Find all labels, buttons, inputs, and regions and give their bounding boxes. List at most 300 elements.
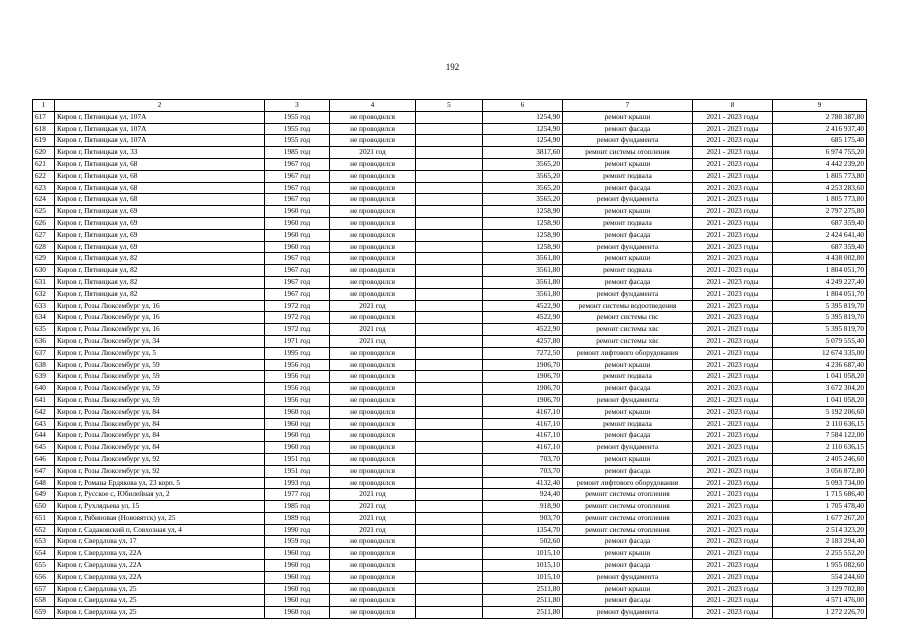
row-number-cell: 629 [33, 253, 55, 265]
period-cell: 2021 - 2023 годы [693, 595, 773, 607]
row-number-cell: 628 [33, 241, 55, 253]
work-type-cell: ремонт подвала [563, 170, 693, 182]
year-cell: 1956 год [265, 359, 330, 371]
work-type-cell: ремонт системы хвс [563, 324, 693, 336]
address-cell: Киров г, Розы Люксембург ул, 16 [55, 312, 265, 324]
area-cell: 7272,50 [483, 347, 563, 359]
period-cell: 2021 - 2023 годы [693, 347, 773, 359]
period-cell: 2021 - 2023 годы [693, 607, 773, 619]
cost-cell: 1 705 478,40 [773, 501, 867, 513]
cost-cell: 7 584 122,00 [773, 430, 867, 442]
empty-cell [416, 583, 483, 595]
address-cell: Киров г, Розы Люксембург ул, 84 [55, 406, 265, 418]
row-number-cell: 636 [33, 335, 55, 347]
column-header: 1 [33, 100, 55, 112]
area-cell: 4522,90 [483, 300, 563, 312]
last-repair-cell: не проводился [330, 536, 416, 548]
work-type-cell: ремонт системы водоотведения [563, 300, 693, 312]
period-cell: 2021 - 2023 годы [693, 158, 773, 170]
period-cell: 2021 - 2023 годы [693, 571, 773, 583]
table-row [33, 501, 867, 513]
table-row [33, 371, 867, 383]
work-type-cell: ремонт системы отопления [563, 147, 693, 159]
year-cell: 1972 год [265, 324, 330, 336]
period-cell: 2021 - 2023 годы [693, 253, 773, 265]
last-repair-cell: не проводился [330, 571, 416, 583]
period-cell: 2021 - 2023 годы [693, 560, 773, 572]
area-cell: 3561,80 [483, 265, 563, 277]
work-type-cell: ремонт крыши [563, 453, 693, 465]
area-cell: 4167,10 [483, 406, 563, 418]
cost-cell: 4 236 687,40 [773, 359, 867, 371]
empty-cell [416, 595, 483, 607]
row-number-cell: 649 [33, 489, 55, 501]
cost-cell: 5 395 819,70 [773, 312, 867, 324]
address-cell: Киров г, Пятницкая ул, 68 [55, 194, 265, 206]
cost-cell: 685 175,40 [773, 135, 867, 147]
cost-cell: 554 244,60 [773, 571, 867, 583]
work-type-cell: ремонт фундамента [563, 394, 693, 406]
address-cell: Киров г, Свердлова ул, 25 [55, 583, 265, 595]
period-cell: 2021 - 2023 годы [693, 182, 773, 194]
cost-cell: 1 041 058,20 [773, 394, 867, 406]
table-row [33, 217, 867, 229]
table-row [33, 406, 867, 418]
table-row [33, 324, 867, 336]
year-cell: 1971 год [265, 335, 330, 347]
period-cell: 2021 - 2023 годы [693, 442, 773, 454]
cost-cell: 2 183 294,40 [773, 536, 867, 548]
area-cell: 1258,90 [483, 217, 563, 229]
area-cell: 1258,90 [483, 229, 563, 241]
period-cell: 2021 - 2023 годы [693, 489, 773, 501]
empty-cell [416, 477, 483, 489]
table-row [33, 253, 867, 265]
empty-cell [416, 206, 483, 218]
cost-cell: 3 129 702,80 [773, 583, 867, 595]
address-cell: Киров г, Розы Люксембург ул, 92 [55, 453, 265, 465]
work-type-cell: ремонт фасада [563, 276, 693, 288]
year-cell: 1960 год [265, 607, 330, 619]
work-type-cell: ремонт крыши [563, 158, 693, 170]
empty-cell [416, 147, 483, 159]
work-type-cell: ремонт крыши [563, 406, 693, 418]
address-cell: Киров г, Пятницкая ул, 82 [55, 288, 265, 300]
table-row [33, 206, 867, 218]
row-number-cell: 630 [33, 265, 55, 277]
table-row [33, 359, 867, 371]
last-repair-cell: не проводился [330, 477, 416, 489]
work-type-cell: ремонт крыши [563, 548, 693, 560]
row-number-cell: 648 [33, 477, 55, 489]
work-type-cell: ремонт системы хвс [563, 335, 693, 347]
area-cell: 1015,10 [483, 571, 563, 583]
row-number-cell: 634 [33, 312, 55, 324]
address-cell: Киров г, Пятницкая ул, 69 [55, 206, 265, 218]
table-row [33, 335, 867, 347]
year-cell: 1985 год [265, 147, 330, 159]
period-cell: 2021 - 2023 годы [693, 123, 773, 135]
table-row [33, 229, 867, 241]
cost-cell: 687 359,40 [773, 217, 867, 229]
year-cell: 1972 год [265, 312, 330, 324]
table-row [33, 453, 867, 465]
year-cell: 1990 год [265, 524, 330, 536]
cost-cell: 5 192 206,60 [773, 406, 867, 418]
cost-cell: 4 249 227,40 [773, 276, 867, 288]
address-cell: Киров г, Пятницкая ул, 69 [55, 241, 265, 253]
last-repair-cell: 2021 год [330, 489, 416, 501]
last-repair-cell: не проводился [330, 312, 416, 324]
period-cell: 2021 - 2023 годы [693, 524, 773, 536]
empty-cell [416, 241, 483, 253]
year-cell: 1959 год [265, 536, 330, 548]
work-type-cell: ремонт фасада [563, 123, 693, 135]
table-row [33, 135, 867, 147]
empty-cell [416, 182, 483, 194]
cost-cell: 1 677 267,20 [773, 512, 867, 524]
address-cell: Киров г, Русское с, Юбилейная ул, 2 [55, 489, 265, 501]
period-cell: 2021 - 2023 годы [693, 170, 773, 182]
address-cell: Киров г, Розы Люксембург ул, 34 [55, 335, 265, 347]
area-cell: 1906,70 [483, 383, 563, 395]
table-row [33, 607, 867, 619]
address-cell: Киров г, Пятницкая ул, 68 [55, 182, 265, 194]
column-header: 8 [693, 100, 773, 112]
cost-cell: 2 424 641,40 [773, 229, 867, 241]
table-row [33, 548, 867, 560]
last-repair-cell: не проводился [330, 442, 416, 454]
period-cell: 2021 - 2023 годы [693, 111, 773, 123]
address-cell: Киров г, Свердлова ул, 22А [55, 560, 265, 572]
area-cell: 3561,80 [483, 288, 563, 300]
cost-cell: 4 253 283,60 [773, 182, 867, 194]
last-repair-cell: не проводился [330, 194, 416, 206]
row-number-cell: 633 [33, 300, 55, 312]
last-repair-cell: не проводился [330, 383, 416, 395]
empty-cell [416, 383, 483, 395]
last-repair-cell: не проводился [330, 265, 416, 277]
address-cell: Киров г, Розы Люксембург ул, 84 [55, 430, 265, 442]
area-cell: 1254,90 [483, 111, 563, 123]
address-cell: Киров г, Пятницкая ул, 107А [55, 123, 265, 135]
table-row [33, 170, 867, 182]
table-row [33, 265, 867, 277]
work-type-cell: ремонт крыши [563, 253, 693, 265]
work-type-cell: ремонт крыши [563, 111, 693, 123]
table-row [33, 182, 867, 194]
cost-cell: 1 272 226,70 [773, 607, 867, 619]
table-row [33, 194, 867, 206]
period-cell: 2021 - 2023 годы [693, 536, 773, 548]
area-cell: 924,40 [483, 489, 563, 501]
table-row [33, 583, 867, 595]
last-repair-cell: не проводился [330, 158, 416, 170]
row-number-cell: 651 [33, 512, 55, 524]
year-cell: 1956 год [265, 394, 330, 406]
last-repair-cell: 2021 год [330, 335, 416, 347]
table-row [33, 489, 867, 501]
work-type-cell: ремонт фундамента [563, 571, 693, 583]
year-cell: 1960 год [265, 406, 330, 418]
year-cell: 1960 год [265, 548, 330, 560]
period-cell: 2021 - 2023 годы [693, 265, 773, 277]
work-type-cell: ремонт системы отопления [563, 512, 693, 524]
cost-cell: 1 804 051,70 [773, 288, 867, 300]
year-cell: 1960 год [265, 418, 330, 430]
cost-cell: 2 797 275,80 [773, 206, 867, 218]
last-repair-cell: не проводился [330, 123, 416, 135]
period-cell: 2021 - 2023 годы [693, 324, 773, 336]
row-number-cell: 624 [33, 194, 55, 206]
address-cell: Киров г, Розы Люксембург ул, 59 [55, 394, 265, 406]
registry-table [32, 99, 867, 619]
cost-cell: 2 416 937,40 [773, 123, 867, 135]
work-type-cell: ремонт фасада [563, 430, 693, 442]
address-cell: Киров г, Пятницкая ул, 68 [55, 158, 265, 170]
row-number-cell: 623 [33, 182, 55, 194]
work-type-cell: ремонт подвала [563, 217, 693, 229]
area-cell: 1015,10 [483, 560, 563, 572]
last-repair-cell: не проводился [330, 135, 416, 147]
year-cell: 1960 год [265, 595, 330, 607]
address-cell: Киров г, Розы Люксембург ул, 59 [55, 371, 265, 383]
year-cell: 1960 год [265, 229, 330, 241]
period-cell: 2021 - 2023 годы [693, 194, 773, 206]
last-repair-cell: не проводился [330, 595, 416, 607]
empty-cell [416, 229, 483, 241]
table-row [33, 595, 867, 607]
period-cell: 2021 - 2023 годы [693, 300, 773, 312]
area-cell: 1254,90 [483, 135, 563, 147]
year-cell: 1956 год [265, 383, 330, 395]
empty-cell [416, 276, 483, 288]
empty-cell [416, 158, 483, 170]
area-cell: 3565,20 [483, 194, 563, 206]
table-row [33, 347, 867, 359]
row-number-cell: 619 [33, 135, 55, 147]
table-row [33, 560, 867, 572]
last-repair-cell: не проводился [330, 206, 416, 218]
row-number-cell: 643 [33, 418, 55, 430]
last-repair-cell: не проводился [330, 453, 416, 465]
period-cell: 2021 - 2023 годы [693, 418, 773, 430]
last-repair-cell: не проводился [330, 217, 416, 229]
year-cell: 1960 год [265, 571, 330, 583]
period-cell: 2021 - 2023 годы [693, 583, 773, 595]
table-row [33, 383, 867, 395]
row-number-cell: 644 [33, 430, 55, 442]
last-repair-cell: не проводился [330, 182, 416, 194]
address-cell: Киров г, Свердлова ул, 25 [55, 607, 265, 619]
address-cell: Киров г, Садаковский п, Совхозная ул, 4 [55, 524, 265, 536]
cost-cell: 3 056 872,80 [773, 465, 867, 477]
table-row [33, 442, 867, 454]
last-repair-cell: не проводился [330, 276, 416, 288]
address-cell: Киров г, Розы Люксембург ул, 84 [55, 442, 265, 454]
table-row [33, 312, 867, 324]
row-number-cell: 642 [33, 406, 55, 418]
empty-cell [416, 217, 483, 229]
cost-cell: 2 110 636,15 [773, 418, 867, 430]
year-cell: 1960 год [265, 430, 330, 442]
period-cell: 2021 - 2023 годы [693, 453, 773, 465]
empty-cell [416, 347, 483, 359]
period-cell: 2021 - 2023 годы [693, 548, 773, 560]
work-type-cell: ремонт фасада [563, 383, 693, 395]
empty-cell [416, 371, 483, 383]
cost-cell: 1 805 773,80 [773, 194, 867, 206]
column-header: 4 [330, 100, 416, 112]
year-cell: 1967 год [265, 276, 330, 288]
table-row [33, 394, 867, 406]
cost-cell: 2 110 636,15 [773, 442, 867, 454]
year-cell: 1960 год [265, 560, 330, 572]
empty-cell [416, 406, 483, 418]
area-cell: 1906,70 [483, 394, 563, 406]
period-cell: 2021 - 2023 годы [693, 406, 773, 418]
work-type-cell: ремонт системы отопления [563, 524, 693, 536]
row-number-cell: 657 [33, 583, 55, 595]
last-repair-cell: 2021 год [330, 324, 416, 336]
area-cell: 502,60 [483, 536, 563, 548]
row-number-cell: 618 [33, 123, 55, 135]
area-cell: 4167,10 [483, 442, 563, 454]
column-header: 7 [563, 100, 693, 112]
empty-cell [416, 607, 483, 619]
address-cell: Киров г, Розы Люксембург ул, 59 [55, 383, 265, 395]
last-repair-cell: не проводился [330, 560, 416, 572]
year-cell: 1989 год [265, 512, 330, 524]
empty-cell [416, 135, 483, 147]
work-type-cell: ремонт фундамента [563, 194, 693, 206]
period-cell: 2021 - 2023 годы [693, 217, 773, 229]
empty-cell [416, 548, 483, 560]
empty-cell [416, 194, 483, 206]
address-cell: Киров г, Розы Люксембург ул, 5 [55, 347, 265, 359]
year-cell: 1977 год [265, 489, 330, 501]
year-cell: 1955 год [265, 135, 330, 147]
work-type-cell: ремонт фундамента [563, 135, 693, 147]
last-repair-cell: не проводился [330, 229, 416, 241]
table-row [33, 418, 867, 430]
row-number-cell: 620 [33, 147, 55, 159]
last-repair-cell: не проводился [330, 418, 416, 430]
last-repair-cell: не проводился [330, 170, 416, 182]
work-type-cell: ремонт фундамента [563, 442, 693, 454]
work-type-cell: ремонт системы отопления [563, 489, 693, 501]
address-cell: Киров г, Розы Люксембург ул, 92 [55, 465, 265, 477]
address-cell: Киров г, Пятницкая ул, 82 [55, 265, 265, 277]
period-cell: 2021 - 2023 годы [693, 359, 773, 371]
row-number-cell: 621 [33, 158, 55, 170]
empty-cell [416, 394, 483, 406]
table-row [33, 241, 867, 253]
last-repair-cell: не проводился [330, 359, 416, 371]
last-repair-cell: 2021 год [330, 512, 416, 524]
last-repair-cell: 2021 год [330, 524, 416, 536]
row-number-cell: 625 [33, 206, 55, 218]
work-type-cell: ремонт фасада [563, 465, 693, 477]
work-type-cell: ремонт системы гвс [563, 312, 693, 324]
empty-cell [416, 253, 483, 265]
empty-cell [416, 265, 483, 277]
table-row [33, 430, 867, 442]
empty-cell [416, 465, 483, 477]
area-cell: 3561,80 [483, 276, 563, 288]
period-cell: 2021 - 2023 годы [693, 371, 773, 383]
empty-cell [416, 430, 483, 442]
address-cell: Киров г, Розы Люксембург ул, 16 [55, 300, 265, 312]
last-repair-cell: 2021 год [330, 501, 416, 513]
empty-cell [416, 170, 483, 182]
empty-cell [416, 560, 483, 572]
cost-cell: 2 405 246,60 [773, 453, 867, 465]
cost-cell: 5 093 734,00 [773, 477, 867, 489]
empty-cell [416, 524, 483, 536]
area-cell: 2511,80 [483, 595, 563, 607]
last-repair-cell: не проводился [330, 607, 416, 619]
area-cell: 3561,80 [483, 253, 563, 265]
work-type-cell: ремонт подвала [563, 265, 693, 277]
period-cell: 2021 - 2023 годы [693, 288, 773, 300]
last-repair-cell: не проводился [330, 253, 416, 265]
area-cell: 4257,80 [483, 335, 563, 347]
address-cell: Киров г, Розы Люксембург ул, 59 [55, 359, 265, 371]
last-repair-cell: не проводился [330, 583, 416, 595]
area-cell: 1254,90 [483, 123, 563, 135]
empty-cell [416, 442, 483, 454]
area-cell: 1258,90 [483, 241, 563, 253]
address-cell: Киров г, Розы Люксембург ул, 16 [55, 324, 265, 336]
year-cell: 1960 год [265, 217, 330, 229]
last-repair-cell: не проводился [330, 347, 416, 359]
period-cell: 2021 - 2023 годы [693, 430, 773, 442]
area-cell: 3565,20 [483, 170, 563, 182]
period-cell: 2021 - 2023 годы [693, 465, 773, 477]
row-number-cell: 655 [33, 560, 55, 572]
work-type-cell: ремонт фасада [563, 595, 693, 607]
year-cell: 1985 год [265, 501, 330, 513]
period-cell: 2021 - 2023 годы [693, 335, 773, 347]
year-cell: 1960 год [265, 241, 330, 253]
area-cell: 1015,10 [483, 548, 563, 560]
table-row [33, 300, 867, 312]
address-cell: Киров г, Свердлова ул, 17 [55, 536, 265, 548]
area-cell: 918,90 [483, 501, 563, 513]
cost-cell: 4 442 239,20 [773, 158, 867, 170]
empty-cell [416, 501, 483, 513]
area-cell: 3565,20 [483, 158, 563, 170]
cost-cell: 2 255 552,20 [773, 548, 867, 560]
address-cell: Киров г, Пятницкая ул, 82 [55, 253, 265, 265]
table-row [33, 465, 867, 477]
empty-cell [416, 300, 483, 312]
cost-cell: 1 041 058,20 [773, 371, 867, 383]
address-cell: Киров г, Романа Ердякова ул, 23 корп. 5 [55, 477, 265, 489]
row-number-cell: 635 [33, 324, 55, 336]
cost-cell: 6 974 755,20 [773, 147, 867, 159]
empty-cell [416, 335, 483, 347]
row-number-cell: 654 [33, 548, 55, 560]
cost-cell: 1 715 686,40 [773, 489, 867, 501]
cost-cell: 5 395 819,70 [773, 324, 867, 336]
area-cell: 4522,90 [483, 312, 563, 324]
cost-cell: 2 788 387,80 [773, 111, 867, 123]
address-cell: Киров г, Свердлова ул, 22А [55, 548, 265, 560]
work-type-cell: ремонт подвала [563, 418, 693, 430]
address-cell: Киров г, Пятницкая ул, 69 [55, 217, 265, 229]
